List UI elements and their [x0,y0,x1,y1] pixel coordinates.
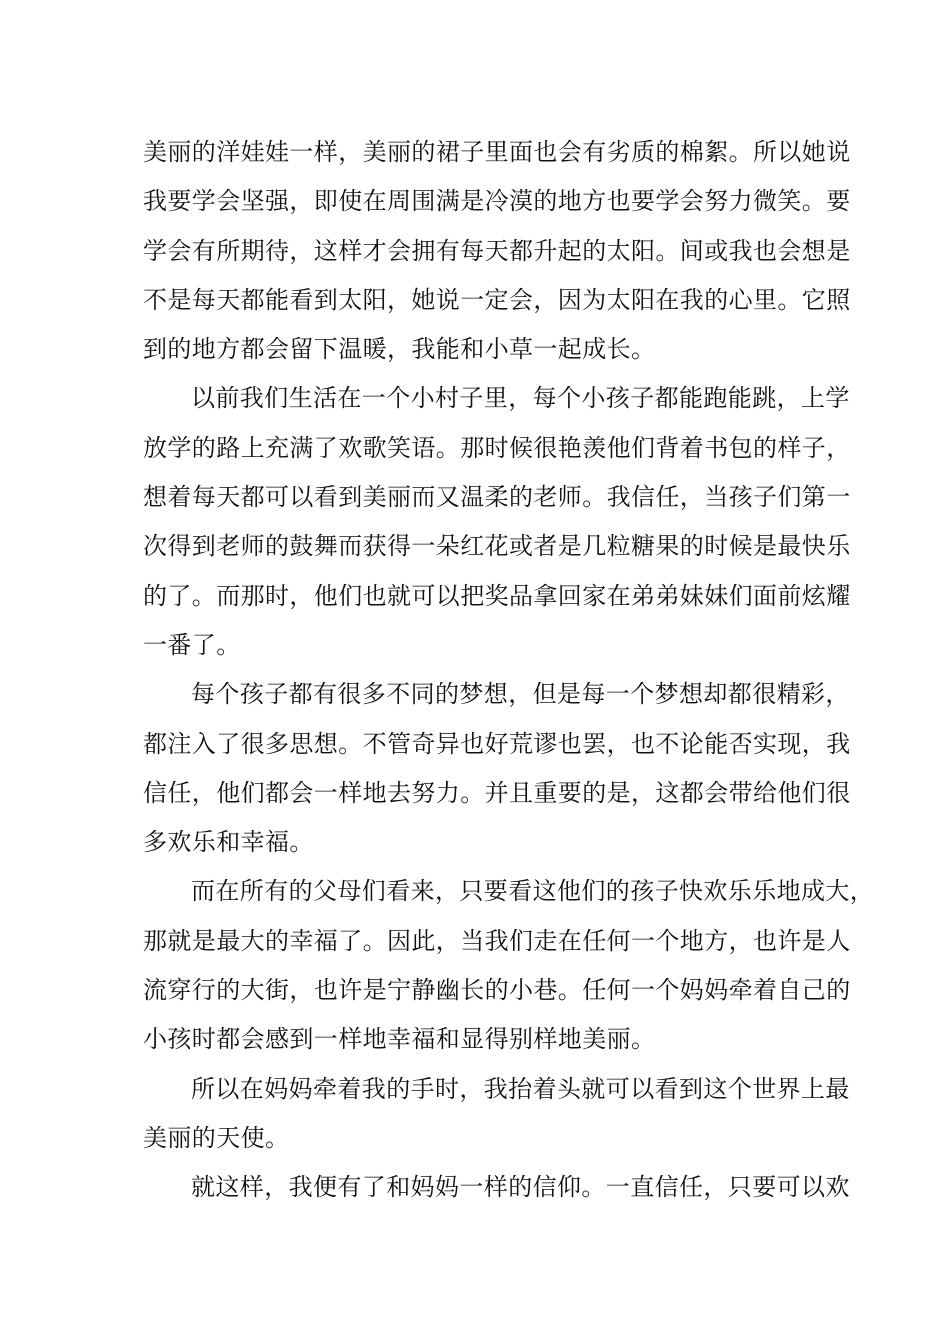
text-line: 一番了。 [143,630,241,659]
text-line: 不是每天都能看到太阳，她说一定会，因为太阳在我的心里。它照 [143,285,851,314]
text-line: 美丽的洋娃娃一样，美丽的裙子里面也会有劣质的棉絮。所以她说 [143,138,851,166]
text-line: 次得到老师的鼓舞而获得一朵红花或者是几粒糖果的时候是最快乐 [143,532,851,561]
text-line: 多欢乐和幸福。 [143,828,314,857]
text-line: 而在所有的父母们看来，只要看这他们的孩子快欢乐乐地成大， [191,877,875,906]
text-line: 小孩时都会感到一样地幸福和显得别样地美丽。 [143,1025,656,1054]
text-line: 以前我们生活在一个小村子里，每个小孩子都能跑能跳，上学 [191,384,850,413]
text-line: 流穿行的大街，也许是宁静幽长的小巷。任何一个妈妈牵着自己的 [143,976,851,1005]
text-line: 美丽的天使。 [143,1123,290,1152]
text-line: 信任，他们都会一样地去努力。并且重要的是，这都会带给他们很 [143,778,851,807]
text-line: 放学的路上充满了欢歌笑语。那时候很艳羡他们背着书包的样子， [143,433,851,462]
text-line: 学会有所期待，这样才会拥有每天都升起的太阳。间或我也会想是 [143,236,851,265]
text-line: 每个孩子都有很多不同的梦想，但是每一个梦想却都很精彩， [191,680,850,709]
text-line: 所以在妈妈牵着我的手时，我抬着头就可以看到这个世界上最 [191,1074,850,1103]
text-line: 的了。而那时，他们也就可以把奖品拿回家在弟弟妹妹们面前炫耀 [143,581,851,610]
text-line: 想着每天都可以看到美丽而又温柔的老师。我信任，当孩子们第一 [143,483,851,512]
text-line: 那就是最大的幸福了。因此，当我们走在任何一个地方，也许是人 [143,926,851,955]
text-line: 到的地方都会留下温暖，我能和小草一起成长。 [143,335,656,364]
text-line: 都注入了很多思想。不管奇异也好荒谬也罢，也不论能否实现，我 [143,729,851,758]
document-body [143,128,875,1213]
text-line: 我要学会坚强，即使在周围满是冷漠的地方也要学会努力微笑。要 [143,187,851,216]
text-line: 就这样，我便有了和妈妈一样的信仰。一直信任，只要可以欢 [191,1173,850,1202]
